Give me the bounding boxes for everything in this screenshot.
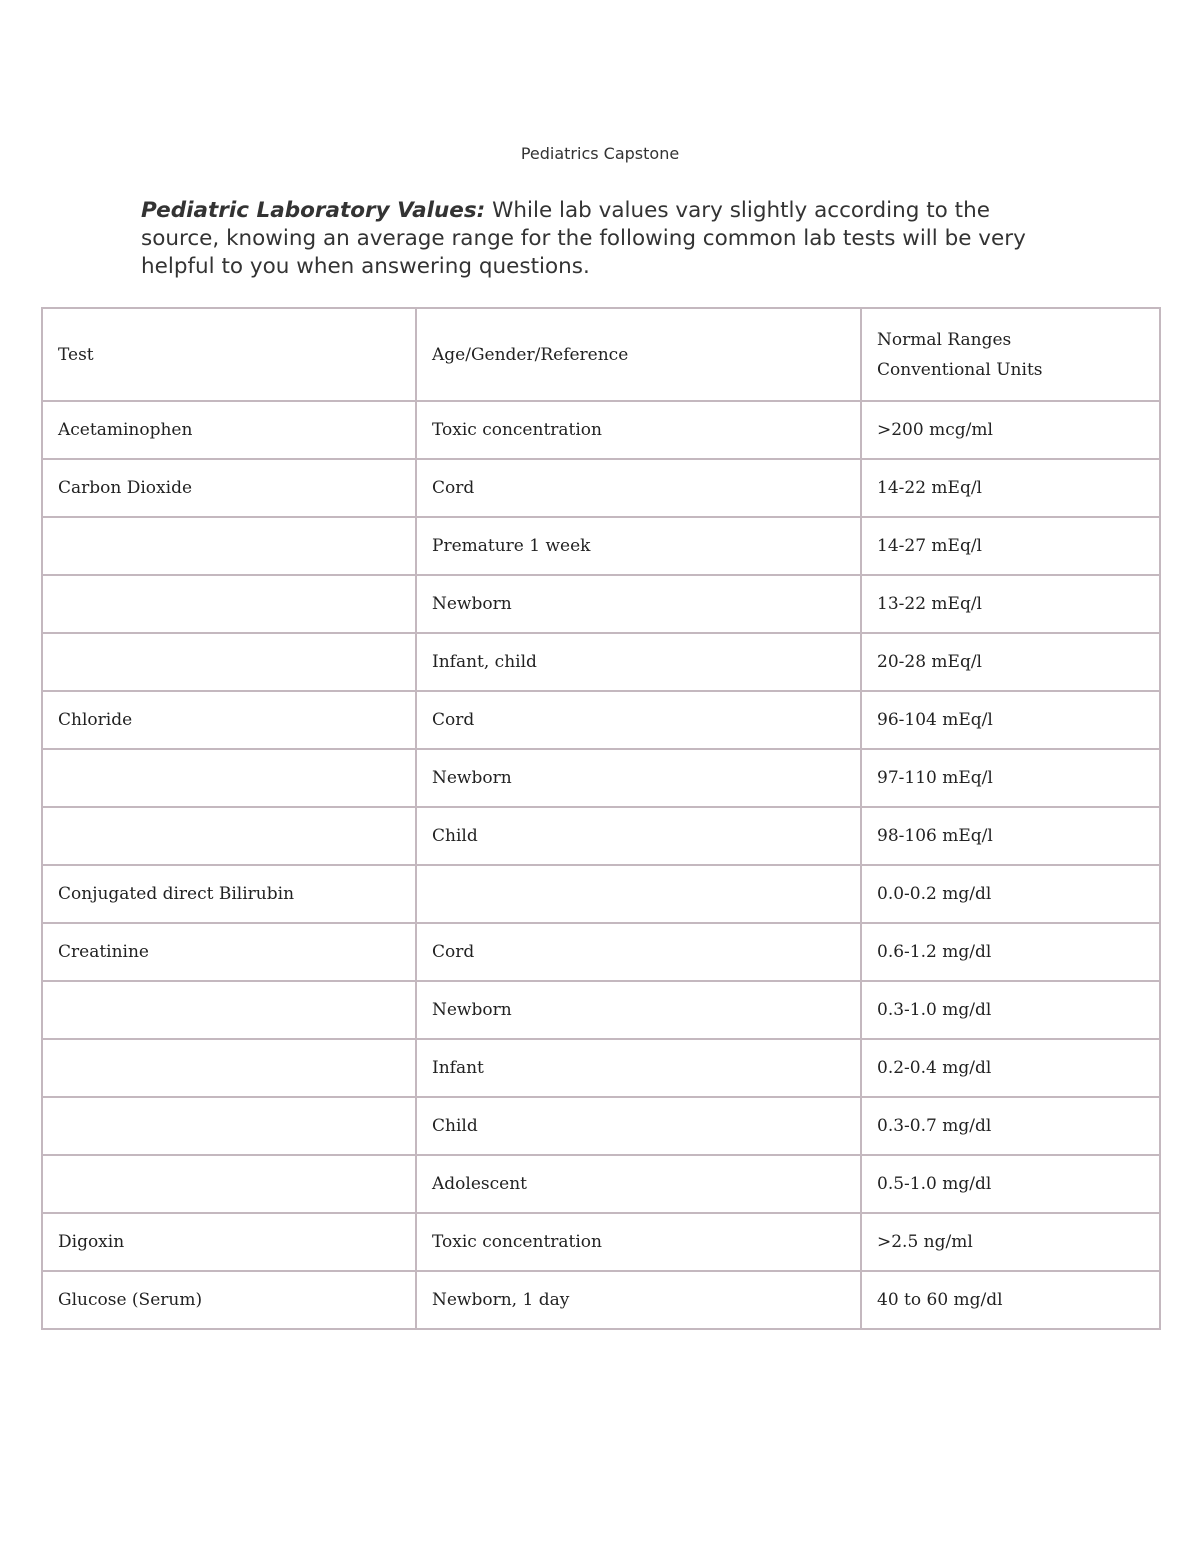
- cell-test: [42, 1039, 416, 1097]
- cell-range: 0.5-1.0 mg/dl: [861, 1155, 1160, 1213]
- cell-range: 0.3-1.0 mg/dl: [861, 981, 1160, 1039]
- cell-test: Glucose (Serum): [42, 1271, 416, 1329]
- cell-age: Cord: [416, 459, 861, 517]
- header-cell-test: Test: [42, 308, 416, 401]
- cell-range: 97-110 mEq/l: [861, 749, 1160, 807]
- cell-range: 14-22 mEq/l: [861, 459, 1160, 517]
- header-cell-range: [861, 308, 1160, 401]
- cell-age: Toxic concentration: [416, 401, 861, 459]
- cell-age: Adolescent: [416, 1155, 861, 1213]
- cell-age: Cord: [416, 691, 861, 749]
- table-row: [42, 575, 1160, 633]
- cell-test: Digoxin: [42, 1213, 416, 1271]
- page-header-title: Pediatrics Capstone: [520, 144, 680, 163]
- header-range-line2: Conventional Units: [877, 359, 1043, 380]
- cell-range: >2.5 ng/ml: [861, 1213, 1160, 1271]
- cell-range: 20-28 mEq/l: [861, 633, 1160, 691]
- intro-paragraph: [141, 197, 1061, 281]
- cell-age: Newborn: [416, 981, 861, 1039]
- table-row: [42, 1155, 1160, 1213]
- cell-range: 0.6-1.2 mg/dl: [861, 923, 1160, 981]
- cell-range: 98-106 mEq/l: [861, 807, 1160, 865]
- cell-test: [42, 807, 416, 865]
- cell-age: Premature 1 week: [416, 517, 861, 575]
- cell-age: Child: [416, 1097, 861, 1155]
- header-range-line1: Normal Ranges: [877, 329, 1012, 350]
- table-row: [42, 1039, 1160, 1097]
- cell-age: Newborn: [416, 575, 861, 633]
- cell-test: Conjugated direct Bilirubin: [42, 865, 416, 923]
- cell-test: [42, 749, 416, 807]
- cell-test: Carbon Dioxide: [42, 459, 416, 517]
- intro-text: While lab values vary slightly according to the source, knowing an average range for the following common lab tests will be very helpful to you when answering questions.: [141, 198, 1026, 279]
- cell-range: 40 to 60 mg/dl: [861, 1271, 1160, 1329]
- table-row: [42, 749, 1160, 807]
- table-row: [42, 923, 1160, 981]
- cell-age: Cord: [416, 923, 861, 981]
- cell-age: Infant: [416, 1039, 861, 1097]
- table-row: [42, 633, 1160, 691]
- table-row: [42, 517, 1160, 575]
- cell-test: [42, 1155, 416, 1213]
- header-cell-age: Age/Gender/Reference: [416, 308, 861, 401]
- intro-lead: Pediatric Laboratory Values:: [141, 198, 486, 223]
- cell-range: 0.0-0.2 mg/dl: [861, 865, 1160, 923]
- table-row: [42, 691, 1160, 749]
- cell-range: 14-27 mEq/l: [861, 517, 1160, 575]
- cell-test: [42, 517, 416, 575]
- cell-test: [42, 575, 416, 633]
- cell-age: Toxic concentration: [416, 1213, 861, 1271]
- table-row: [42, 1271, 1160, 1329]
- table-row: [42, 981, 1160, 1039]
- cell-age: Newborn, 1 day: [416, 1271, 861, 1329]
- table-row: [42, 807, 1160, 865]
- table-header-row: [42, 308, 1160, 401]
- table-row: [42, 1213, 1160, 1271]
- cell-test: Acetaminophen: [42, 401, 416, 459]
- cell-age: Child: [416, 807, 861, 865]
- cell-age: Infant, child: [416, 633, 861, 691]
- cell-age: [416, 865, 861, 923]
- cell-range: >200 mcg/ml: [861, 401, 1160, 459]
- cell-test: Creatinine: [42, 923, 416, 981]
- cell-range: 96-104 mEq/l: [861, 691, 1160, 749]
- cell-age: Newborn: [416, 749, 861, 807]
- lab-values-table: [41, 307, 1161, 1330]
- table-row: [42, 1097, 1160, 1155]
- table-row: [42, 401, 1160, 459]
- cell-test: Chloride: [42, 691, 416, 749]
- table-row: [42, 865, 1160, 923]
- cell-range: 13-22 mEq/l: [861, 575, 1160, 633]
- table-row: [42, 459, 1160, 517]
- cell-test: [42, 981, 416, 1039]
- cell-test: [42, 633, 416, 691]
- cell-range: 0.2-0.4 mg/dl: [861, 1039, 1160, 1097]
- cell-test: [42, 1097, 416, 1155]
- cell-range: 0.3-0.7 mg/dl: [861, 1097, 1160, 1155]
